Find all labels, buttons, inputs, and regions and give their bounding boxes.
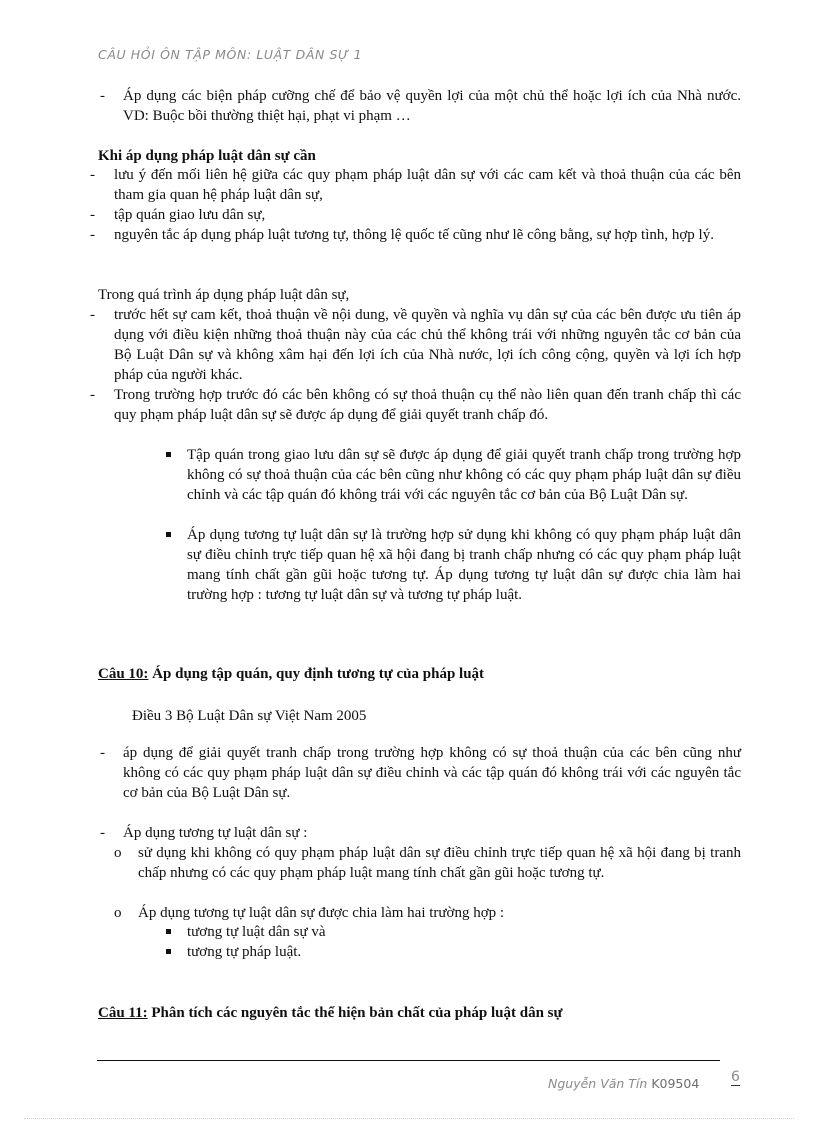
circle-bullet-icon: o (114, 905, 122, 921)
footer-author: Nguyễn Văn Tín (548, 1076, 648, 1091)
square-bullet-icon (166, 949, 171, 954)
q11-title: Phân tích các nguyên tắc thể hiện bản chất của pháp luật dân sự (151, 1005, 563, 1021)
intro-bullet-text: Áp dụng các biện pháp cưỡng chế để bảo vệ quyền lợi của một chủ thể hoặc lợi ích của Nhà nước. VD: Buộc bồi thường thiệt hại, phạt vi phạm … (123, 88, 741, 124)
apply-heading: Khi áp dụng pháp luật dân sự cần (98, 148, 316, 164)
dash-marker: - (100, 745, 105, 761)
process-sub-item-1: Tập quán trong giao lưu dân sự sẽ được áp dụng để giải quyết tranh chấp trong trường hợp không có sự thoả thuận của các bên cũng như không có các quy phạm pháp luật dân sự điều chỉnh và các tập quán đó không trái với các nguyên tắc cơ bản của Bộ Luật Dân sự. (187, 447, 741, 503)
q10-item-1: áp dụng để giải quyết tranh chấp trong trường hợp không có sự thoả thuận của các bên cũng như không có các quy phạm pháp luật dân sự điều chỉnh và các tập quán đó không trái với các nguyên tắc cơ bản của Bộ Luật Dân sự. (123, 745, 741, 801)
apply-item-3: nguyên tắc áp dụng pháp luật tương tự, thông lệ quốc tế cũng như lẽ công bằng, sự hợp tình, hợp lý. (114, 227, 714, 243)
dash-marker: - (90, 207, 95, 223)
dash-marker: - (90, 387, 95, 403)
footer-divider (97, 1060, 720, 1061)
page-number: 6 (731, 1069, 740, 1085)
q10-heading (98, 664, 738, 684)
q10-square-2: tương tự pháp luật. (187, 944, 302, 960)
page-bottom-dotted-border (24, 1118, 794, 1119)
process-sub-item-2: Áp dụng tương tự luật dân sự là trường hợp sử dụng khi không có quy phạm pháp luật dân sự điều chỉnh trực tiếp quan hệ xã hội đang bị tranh chấp nhưng có các quy phạm pháp luật mang tính chất gần gũi hoặc tương tự. Áp dụng tương tự luật dân sự được chia làm hai trường hợp : tương tự luật dân sự và tương tự pháp luật. (187, 527, 741, 603)
process-intro: Trong quá trình áp dụng pháp luật dân sự, (98, 287, 350, 303)
dash-marker: - (90, 307, 95, 323)
dash-marker: - (100, 88, 105, 104)
circle-bullet-icon: o (114, 845, 122, 861)
square-bullet-icon (166, 929, 171, 934)
q10-circle-2: Áp dụng tương tự luật dân sự được chia làm hai trường hợp : (138, 905, 505, 921)
footer-author-line (548, 1076, 699, 1091)
q10-title: Áp dụng tập quán, quy định tương tự của pháp luật (152, 666, 485, 682)
q11-label: Câu 11: (98, 1005, 148, 1021)
square-bullet-icon (166, 532, 171, 537)
q10-square-1: tương tự luật dân sự và (187, 924, 326, 940)
q10-label: Câu 10: (98, 666, 149, 682)
q10-item-2: Áp dụng tương tự luật dân sự : (123, 825, 308, 841)
process-item-1: trước hết sự cam kết, thoả thuận về nội dung, về quyền và nghĩa vụ dân sự của các bên được ưu tiên áp dụng với điều kiện những thoả thuận này của các chủ thể không trái với những nguyên tắc cơ bản của Bộ Luật Dân sự và không xâm hại đến lợi ích của Nhà nước, lợi ích công cộng, quyền và lợi ích hợp pháp của người khác. (114, 307, 741, 383)
q10-circle-1: sử dụng khi không có quy phạm pháp luật dân sự điều chỉnh trực tiếp quan hệ xã hội đang bị tranh chấp nhưng có các quy phạm pháp luật mang tính chất gần gũi hoặc tương tự. (138, 845, 741, 881)
apply-item-1: lưu ý đến mối liên hệ giữa các quy phạm pháp luật dân sự với các cam kết và thoả thuận của các bên tham gia quan hệ pháp luật dân sự, (114, 167, 741, 203)
dash-marker: - (90, 167, 95, 183)
page-header: CÂU HỎI ÔN TẬP MÔN: LUẬT DÂN SỰ 1 (98, 47, 363, 62)
square-bullet-icon (166, 452, 171, 457)
q10-article: Điều 3 Bộ Luật Dân sự Việt Nam 2005 (132, 708, 367, 724)
process-item-2: Trong trường hợp trước đó các bên không có sự thoả thuận cụ thể nào liên quan đến tranh chấp thì các quy phạm pháp luật dân sự sẽ được áp dụng để giải quyết tranh chấp đó. (114, 387, 741, 423)
dash-marker: - (90, 227, 95, 243)
footer-student-id: K09504 (651, 1076, 700, 1091)
dash-marker: - (100, 825, 105, 841)
apply-item-2: tập quán giao lưu dân sự, (114, 207, 266, 223)
q11-heading (98, 1003, 738, 1023)
